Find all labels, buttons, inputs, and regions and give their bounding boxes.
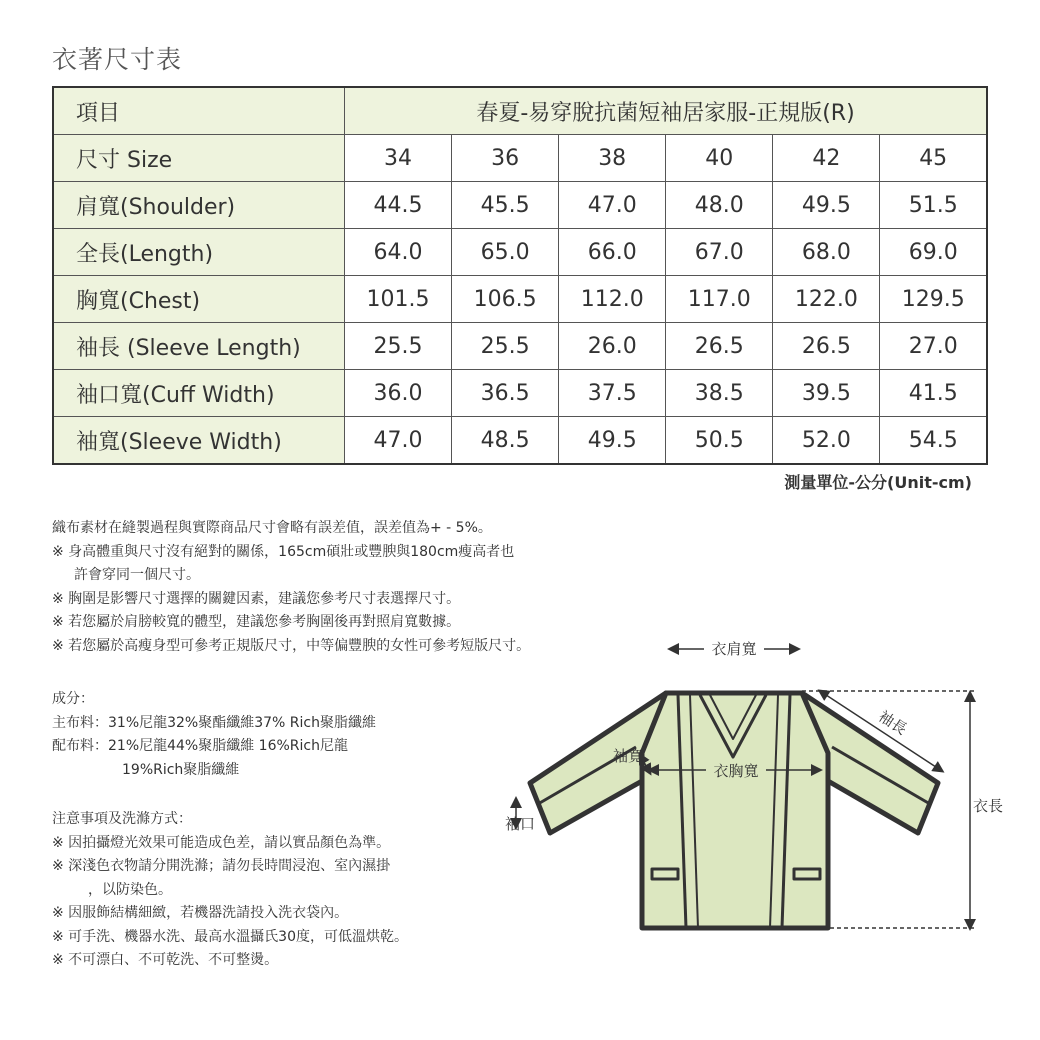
table-cell: 37.5 [559,370,666,417]
product-name: 春夏-易穿脫抗菌短袖居家服-正規版(R) [345,87,988,135]
table-cell: 41.5 [880,370,987,417]
note-line: 許會穿同一個尺寸。 [74,567,200,583]
table-cell: 65.0 [452,229,559,276]
care-item: ，以防染色。 [88,881,172,898]
table-cell: 49.5 [559,417,666,465]
table-cell: 69.0 [880,229,987,276]
unit-note: 測量單位-公分(Unit-cm) [784,473,972,492]
row-label: 尺寸 Size [53,135,345,182]
table-cell: 52.0 [773,417,880,465]
materials-section [52,688,376,782]
body [642,693,828,928]
care-item: ※ 因服飾結構細緻，若機器洗請投入洗衣袋內。 [52,905,349,921]
table-cell: 36.5 [452,370,559,417]
cuff-label: 袖口 [504,815,536,833]
table-cell: 106.5 [452,276,559,323]
table-cell: 26.5 [666,323,773,370]
table-cell: 26.5 [773,323,880,370]
table-cell: 36 [452,135,559,182]
table-cell: 64.0 [345,229,452,276]
right-pocket [794,869,820,879]
table-cell: 45 [880,135,987,182]
page-title: 衣著尺寸表 [52,45,183,74]
size-notes [52,517,530,658]
table-cell: 42 [773,135,880,182]
table-cell: 38.5 [666,370,773,417]
table-row [53,182,987,229]
note-line: 織布素材在縫製過程與實際商品尺寸會略有誤差值，誤差值為+ - 5%。 [52,520,492,536]
table-cell: 34 [345,135,452,182]
table-cell: 66.0 [559,229,666,276]
row-label: 袖長 (Sleeve Length) [53,323,345,370]
main-fabric: 主布料：31%尼龍32%聚酯纖維37% Rich聚脂纖維 [52,714,376,731]
chest-label: 衣胸寬 [713,762,759,780]
sub-fabric: 配布料：21%尼龍44%聚脂纖維 16%Rich尼龍 [52,738,348,754]
size-table [52,86,988,465]
table-cell: 27.0 [880,323,987,370]
table-cell: 48.0 [666,182,773,229]
table-cell: 112.0 [559,276,666,323]
table-cell: 51.5 [880,182,987,229]
table-cell: 25.5 [452,323,559,370]
table-cell: 68.0 [773,229,880,276]
table-cell: 117.0 [666,276,773,323]
table-cell: 50.5 [666,417,773,465]
row-label: 袖寬(Sleeve Width) [53,417,345,465]
materials-heading: 成分： [52,691,94,707]
table-cell: 39.5 [773,370,880,417]
table-header-row [53,87,987,135]
table-row [53,229,987,276]
note-line: ※ 胸圍是影響尺寸選擇的關鍵因素，建議您參考尺寸表選擇尺寸。 [52,590,461,607]
care-item: ※ 因拍攝燈光效果可能造成色差，請以實品顏色為準。 [52,834,391,851]
table-cell: 47.0 [559,182,666,229]
garment-diagram [490,625,1010,945]
table-cell: 26.0 [559,323,666,370]
sleeve-length-label: 袖長 [875,707,911,739]
care-item: ※ 深淺色衣物請分開洗滌；請勿長時間浸泡、室內濕掛 [52,858,391,874]
note-line: ※ 身高體重與尺寸沒有絕對的關係，165cm碩壯或豐腴與180cm瘦高者也 [52,543,515,560]
table-cell: 49.5 [773,182,880,229]
care-heading: 注意事項及洗滌方式： [52,811,192,827]
table-cell: 38 [559,135,666,182]
table-cell: 122.0 [773,276,880,323]
care-item: ※ 可手洗、機器水洗、最高水溫攝氏30度，可低溫烘乾。 [52,928,408,945]
row-label: 全長(Length) [53,229,345,276]
table-cell: 101.5 [345,276,452,323]
table-row [53,370,987,417]
table-cell: 129.5 [880,276,987,323]
table-row [53,323,987,370]
table-cell: 25.5 [345,323,452,370]
table-row [53,135,987,182]
sub-fabric-continued: 19%Rich聚脂纖維 [122,761,240,778]
table-cell: 44.5 [345,182,452,229]
length-label: 衣長 [972,797,1004,815]
table-cell: 47.0 [345,417,452,465]
table-cell: 36.0 [345,370,452,417]
row-label: 袖口寬(Cuff Width) [53,370,345,417]
note-line: ※ 若您屬於高瘦身型可參考正規版尺寸，中等偏豐腴的女性可參考短版尺寸。 [52,637,531,654]
row-label: 肩寬(Shoulder) [53,182,345,229]
care-item: ※ 不可漂白、不可乾洗、不可整燙。 [52,952,279,968]
note-line: ※ 若您屬於肩膀較寬的體型，建議您參考胸圍後再對照肩寬數據。 [52,614,461,630]
table-cell: 48.5 [452,417,559,465]
left-pocket [652,869,678,879]
header-label: 項目 [53,87,345,135]
table-cell: 40 [666,135,773,182]
table-row [53,276,987,323]
table-cell: 54.5 [880,417,987,465]
shoulder-label: 衣肩寬 [711,640,757,658]
table-cell: 45.5 [452,182,559,229]
row-label: 胸寬(Chest) [53,276,345,323]
table-row [53,417,987,465]
sleeve-width-label: 袖寬 [612,747,644,765]
care-section [52,808,408,973]
table-cell: 67.0 [666,229,773,276]
